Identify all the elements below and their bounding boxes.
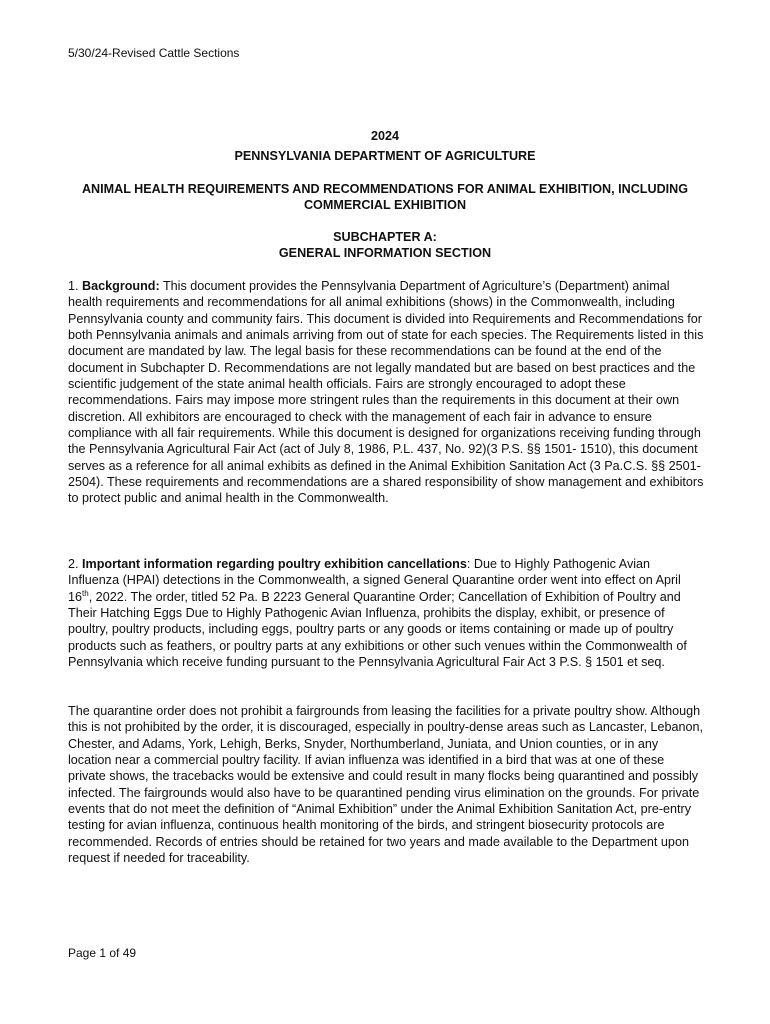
- paragraph-poultry-cancellations: [68, 556, 704, 670]
- subchapter-heading: [68, 229, 702, 262]
- paragraph-number: 2.: [68, 557, 79, 571]
- paragraph-heading: Background:: [82, 279, 160, 293]
- paragraph-text: This document provides the Pennsylvania Department of Agriculture’s (Department) animal health requirements and recommendations for all animal exhibitions (shows) in the Commonwealth, including Pennsylvania county and community fairs. This document is divided into Requirements and Recommendations for both Pennsylvania animals and animals arriving from out of state for each species. The Requirements listed in this document are mandated by law. The legal basis for these recommendations can be found at the end of the document in Subchapter D. Recommendations are not legally mandated but are based on best practices and the scientific judgement of the state animal health officials. Fairs are strongly encouraged to adopt these recommendations. Fairs may impose more stringent rules than the requirements in this document at their own discretion. All exhibitors are encouraged to check with the management of each fair in advance to ensure compliance with all fair requirements. While this document is designed for organizations receiving funding through the Pennsylvania Agricultural Fair Act (act of July 8, 1986, P.L. 437, No. 92)(3 P.S. §§ 1501- 1510), this document serves as a reference for all animal exhibits as defined in the Animal Exhibition Sanitation Act (3 Pa.C.S. §§ 2501-2504). These requirements and recommendations are a shared responsibility of show management and exhibitors to protect public and animal health in the Commonwealth.: [68, 279, 704, 506]
- paragraph-number: 1.: [68, 279, 79, 293]
- paragraph-private-shows: The quarantine order does not prohibit a fairgrounds from leasing the facilities for a private poultry show. Although this is not prohibited by the order, it is discouraged, especially in poultry-dense areas such as Lancaster, Lebanon, Chester, and Adams, York, Lehigh, Berks, Snyder, Northumberland, Juniata, and Union counties, or in any location near a commercial poultry facility. If avian influenza was identified in a bird that was at one of these private shows, the tracebacks would be extensive and could result in many flocks being quarantined and possibly infected. The fairgrounds would also have to be quarantined pending virus elimination on the grounds. For private events that do not meet the definition of “Animal Exhibition” under the Animal Exhibition Sanitation Act, pre-entry testing for avian influenza, continuous health monitoring of the birds, and stringent biosecurity protocols are recommended. Records of entries should be retained for two years and made available to the Department upon request if needed for traceability.: [68, 704, 703, 866]
- ordinal-superscript: th: [82, 588, 89, 598]
- revision-note: 5/30/24-Revised Cattle Sections: [68, 46, 240, 60]
- subchapter-label: SUBCHAPTER A:: [333, 230, 437, 244]
- department-name: PENNSYLVANIA DEPARTMENT OF AGRICULTURE: [234, 149, 536, 163]
- document-year: 2024: [370, 129, 400, 143]
- paragraph-background: [68, 278, 704, 507]
- paragraph-text-continued: , 2022. The order, titled 52 Pa. B 2223 General Quarantine Order; Cancellation of Exhibition of Poultry and Their Hatching Eggs Due to Highly Pathogenic Avian Influenza, prohibits the display, exhibit, or presence of poultry, poultry products, including eggs, poultry parts or any goods or items containing or made up of poultry products such as feathers, or poultry parts at any exhibitions or other such venues within the Commonwealth of Pennsylvania which receive funding pursuant to the Pennsylvania Agricultural Fair Act 3 P.S. § 1501 et seq.: [68, 589, 687, 670]
- paragraph-heading: Important information regarding poultry exhibition cancellations: [82, 557, 467, 571]
- section-label: GENERAL INFORMATION SECTION: [278, 246, 492, 261]
- page-number: Page 1 of 49: [68, 946, 137, 960]
- paragraph-text: : Due to Highly Pathogenic Avian Influenza (HPAI) detections in the Commonwealth, a signed General Quarantine order went into effect on April 16: [68, 557, 681, 604]
- document-title: ANIMAL HEALTH REQUIREMENTS AND RECOMMENDATIONS FOR ANIMAL EXHIBITION, INCLUDING COMMERCIAL EXHIBITION: [81, 182, 689, 213]
